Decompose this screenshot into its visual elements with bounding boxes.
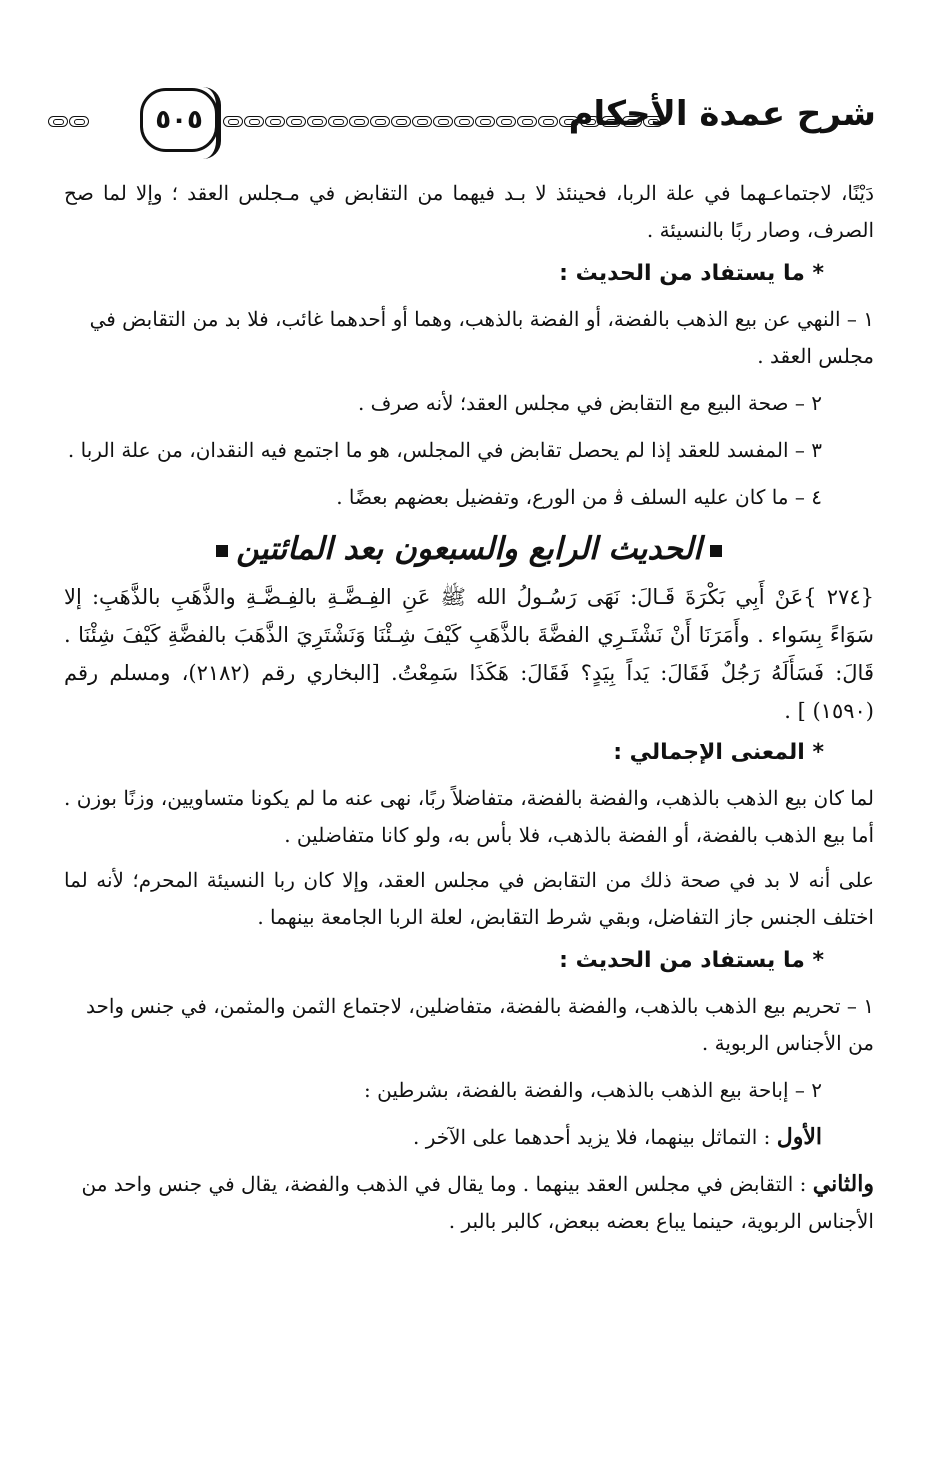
section-heading-meaning: * المعنى الإجمالي : — [613, 740, 824, 765]
condition-second — [64, 1166, 874, 1240]
condition-label: والثاني — [812, 1171, 874, 1197]
condition-text: : التماثل بينهما، فلا يزيد أحدهما على الآخر . — [413, 1125, 771, 1149]
page-header — [48, 88, 876, 158]
item-number: ٢ – — [794, 391, 822, 415]
list-item — [64, 1072, 822, 1109]
book-title: شرح عمدة الأحكام — [568, 94, 876, 134]
intro-paragraph: دَيْنًا، لاجتماعـهما في علة الربا، فحينئذ لا بـد فيهما من التقابض في مـجلس العقد ؛ وإلا لما صح الصرف، وصار ربًا بالنسيئة . — [64, 181, 874, 242]
list-item — [64, 301, 874, 375]
item-text: ما كان عليه السلف ﭬ من الورع، وتفضيل بعضهم بعضًا . — [336, 485, 789, 509]
item-text: صحة البيع مع التقابض في مجلس العقد؛ لأنه صرف . — [357, 391, 789, 415]
decorative-chain-border — [223, 112, 671, 128]
item-text: إباحة بيع الذهب بالذهب، والفضة بالفضة، بشرطين : — [364, 1078, 789, 1102]
item-number: ٣ – — [794, 438, 822, 462]
hadith-title-text: الحديث الرابع والسبعون بعد المائتين — [236, 531, 702, 567]
condition-first — [64, 1119, 822, 1156]
item-number: ٤ – — [794, 485, 822, 509]
list-item — [64, 988, 874, 1062]
meaning-paragraph: على أنه لا بد في صحة ذلك من التقابض في مجلس العقد، وإلا كان ربا النسيئة المحرم؛ لأنه لما اختلف الجنس جاز التفاضل، وبقي شرط التقابض، لعلة الربا الجامعة بينهما . — [64, 868, 874, 929]
list-item — [64, 479, 822, 516]
list-item — [64, 432, 822, 469]
condition-text: : التقابض في مجلس العقد بينهما . وما يقال في الذهب والفضة، يقال في جنس واحد من الأجناس الربوية، حينما يباع بعضه ببعض، كالبر بالبر . — [81, 1172, 874, 1233]
list-item — [64, 385, 822, 422]
square-bullet-icon — [216, 545, 228, 557]
meaning-paragraph: لما كان بيع الذهب بالذهب، والفضة بالفضة، متفاضلاً ربًا، نهى عنه ما لم يكونا متساويين، وزنًا بوزن . أما بيع الذهب بالفضة، أو الفضة بالذهب، فلا بأس به، ولو كانا متفاضلين . — [64, 786, 875, 847]
page-number-badge — [140, 88, 218, 152]
hadith-title — [64, 526, 874, 572]
item-text: النهي عن بيع الذهب بالفضة، أو الفضة بالذهب، وهما أو أحدهما غائب، فلا بد من التقابض في مجلس العقد . — [89, 307, 874, 368]
condition-label: الأول — [776, 1124, 822, 1150]
item-number: ١ – — [846, 994, 874, 1018]
page-content — [64, 175, 874, 1250]
badge-ornament — [200, 87, 221, 159]
item-number: ٢ – — [794, 1078, 822, 1102]
item-number: ١ – — [846, 307, 874, 331]
item-text: تحريم بيع الذهب بالذهب، والفضة بالفضة، متفاضلين، لاجتماع الثمن والمثمن، في جنس واحد من الأجناس الربوية . — [86, 994, 874, 1055]
section-heading-benefits-2: * ما يستفاد من الحديث : — [559, 948, 824, 973]
section-heading-benefits: * ما يستفاد من الحديث : — [559, 261, 824, 286]
hadith-text: {٢٧٤ }عَنْ أَبِي بَكْرَةَ قَـالَ: نَهَى رَسُـولُ الله ﷺ عَنِ الفِـضَّـةِ بالفِـضَّـةِ والذَّهَبِ بالذَّهَبِ: إلا سَوَاءً بِسَواء . وأَمَرَنَا أَنْ نَشْتَـرِي الفضَّةَ بالذَّهَبِ كَيْفَ شِـئْنَا وَنَشْتَرِيَ الذَّهَبَ بالفضَّةِ كَيْفَ شِئْنَا . قَالَ: فَسَأَلَهُ رَجُلٌ فَقَالَ: يَداً بِيَدٍ؟ فَقَالَ: هَكَذَا سَمِعْتُ. [البخاري رقم (٢١٨٢)، ومسلم رقم (١٥٩٠) ] . — [64, 585, 874, 723]
decorative-chain-border-short — [48, 112, 108, 128]
page-number: ٥٠٥ — [155, 105, 203, 135]
square-bullet-icon — [710, 545, 722, 557]
item-text: المفسد للعقد إذا لم يحصل تقابض في المجلس، هو ما اجتمع فيه النقدان، من علة الربا . — [67, 438, 789, 462]
